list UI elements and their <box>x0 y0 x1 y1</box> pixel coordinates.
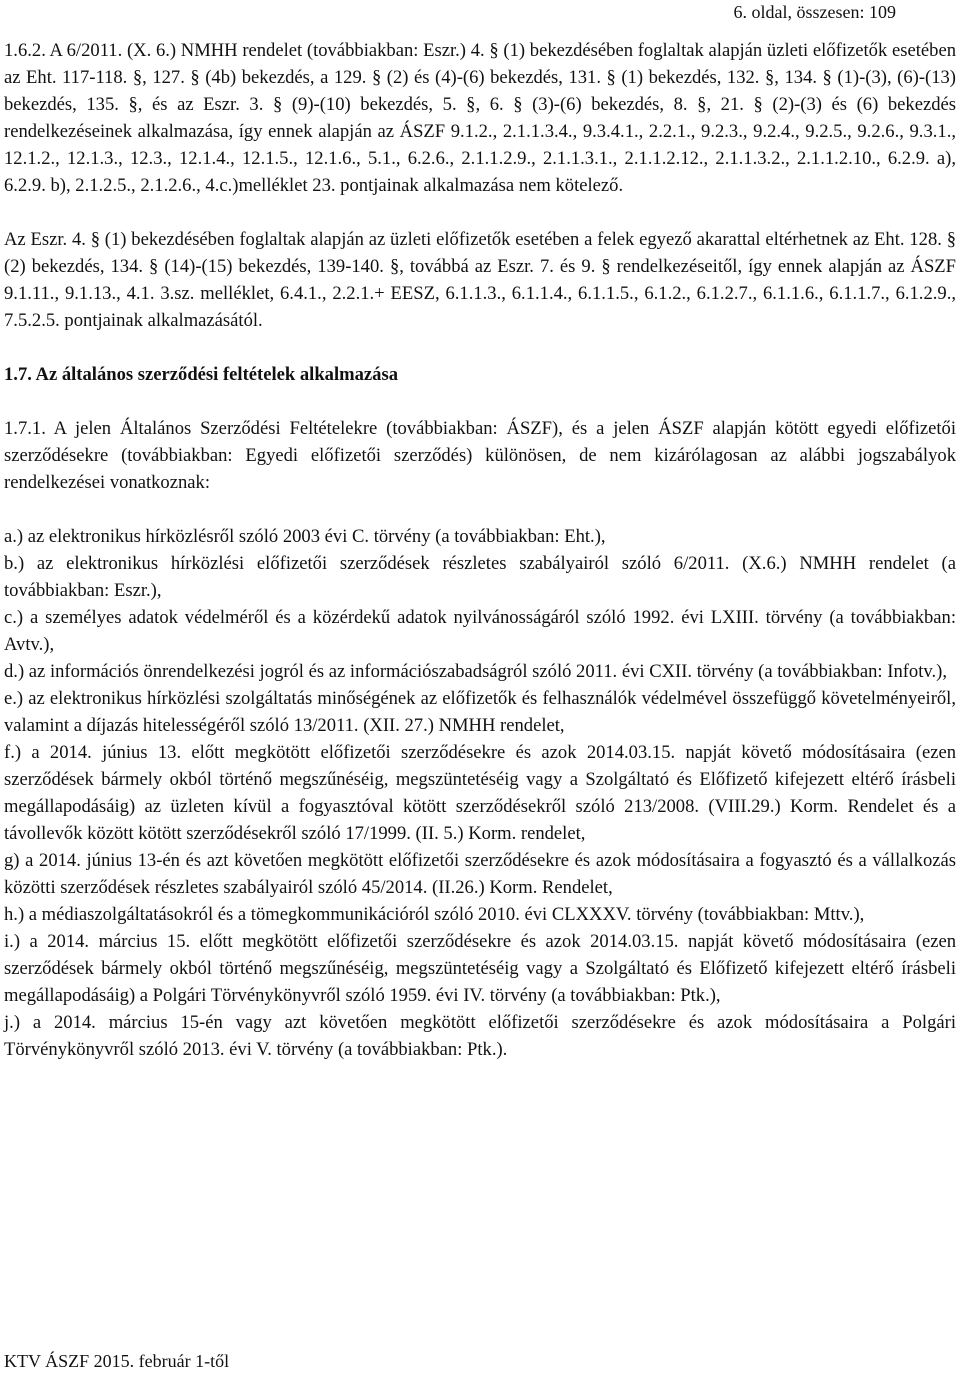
list-item: i.) a 2014. március 15. előtt megkötött előfizetői szerződésekre és azok 2014.03.15. napját követő módosításaira (ezen szerződések bármely okból történő megszűnéséig, megszüntetéséig vagy a Szolgáltató és Előfizető kifejezett eltérő írásbeli megállapodásáig) a Polgári Törvénykönyvről szóló 1959. évi IV. törvény (a továbbiakban: Ptk.), <box>4 931 956 1006</box>
list-item: d.) az információs önrendelkezési jogról és az információszabadságról szóló 2011. évi CXII. törvény (a továbbiakban: Infotv.), <box>4 661 947 682</box>
document-body <box>4 37 956 1063</box>
section-heading-1-7: 1.7. Az általános szerződési feltételek alkalmazása <box>4 364 399 385</box>
page-number-header: 6. oldal, összesen: 109 <box>733 2 896 22</box>
list-item: c.) a személyes adatok védelméről és a közérdekű adatok nyilvánosságáról szóló 1992. évi LXIII. törvény (a továbbiakban: Avtv.), <box>4 607 956 655</box>
list-item: a.) az elektronikus hírközlésről szóló 2003 évi C. törvény (a továbbiakban: Eht.), <box>4 526 606 547</box>
list-item: e.) az elektronikus hírközlési szolgáltatás minőségének az előfizetők és felhasználók védelmével összefüggő követelményeiről, valamint a díjazás hitelességéről szóló 13/2011. (XII. 27.) NMHH rendelet, <box>4 688 956 736</box>
paragraph-1-6-2: 1.6.2. A 6/2011. (X. 6.) NMHH rendelet (továbbiakban: Eszr.) 4. § (1) bekezdésében foglaltak alapján üzleti előfizetők esetében az Eht. 117-118. §, 127. § (4b) bekezdés, a 129. § (2) és (4)-(6) bekezdés, 131. § (1) bekezdés, 132. §, 134. § (1)-(3), (6)-(13) bekezdés, 135. §, és az Eszr. 3. § (9)-(10) bekezdés, 5. §, 6. § (3)-(6) bekezdés, 8. §, 21. § (2)-(3) és (6) bekezdés rendelkezéseinek alkalmazása, így ennek alapján az ÁSZF 9.1.2., 2.1.1.3.4., 9.3.4.1., 2.2.1., 9.2.3., 9.2.4., 9.2.5., 9.2.6., 9.3.1., 12.1.2., 12.1.3., 12.3., 12.1.4., 12.1.5., 12.1.6., 5.1., 6.2.6., 2.1.1.2.9., 2.1.1.3.1., 2.1.1.2.12., 2.1.1.3.2., 2.1.1.2.10., 6.2.9. a), 6.2.9. b), 2.1.2.5., 2.1.2.6., 4.c.)melléklet 23. pontjainak alkalmazása nem kötelező. <box>4 40 956 196</box>
list-item: f.) a 2014. június 13. előtt megkötött előfizetői szerződésekre és azok 2014.03.15. napját követő módosításaira (ezen szerződések bármely okból történő megszűnéséig, megszüntetéséig vagy a Szolgáltató és Előfizető kifejezett eltérő írásbeli megállapodásáig) az üzleten kívül a fogyasztóval kötött szerződésekről szóló 213/2008. (VIII.29.) Korm. Rendelet és a távollevők között kötött szerződésekről szóló 17/1999. (II. 5.) Korm. rendelet, <box>4 742 956 844</box>
paragraph-eszr-4: Az Eszr. 4. § (1) bekezdésében foglaltak alapján az üzleti előfizetők esetében a felek egyező akarattal eltérhetnek az Eht. 128. § (2) bekezdés, 134. § (14)-(15) bekezdés, 139-140. §, továbbá az Eszr. 7. és 9. § rendelkezéseitől, így ennek alapján az ÁSZF 9.1.11., 9.1.13., 4.1. 3.sz. melléklet, 6.4.1., 2.2.1.+ EESZ, 6.1.1.3., 6.1.1.4., 6.1.1.5., 6.1.2., 6.1.2.7., 6.1.1.6., 6.1.1.7., 6.1.2.9., 7.5.2.5. pontjainak alkalmazásától. <box>4 229 956 331</box>
list-item: g) a 2014. június 13-én és azt követően megkötött előfizetői szerződésekre és azok módosításaira a fogyasztó és a vállalkozás közötti szerződések részletes szabályairól szóló 45/2014. (II.26.) Korm. Rendelet, <box>4 850 956 898</box>
list-item: h.) a médiaszolgáltatásokról és a tömegkommunikációról szóló 2010. évi CLXXXV. törvény (továbbiakban: Mttv.), <box>4 904 865 925</box>
page-footer: KTV ÁSZF 2015. február 1-től <box>4 1351 230 1371</box>
list-item: b.) az elektronikus hírközlési előfizetői szerződések részletes szabályairól szóló 6/2011. (X.6.) NMHH rendelet (a továbbiakban: Eszr.), <box>4 553 956 601</box>
list-item: j.) a 2014. március 15-én vagy azt követően megkötött előfizetői szerződésekre és azok módosításaira a Polgári Törvénykönyvről szóló 2013. évi V. törvény (a továbbiakban: Ptk.). <box>4 1012 956 1060</box>
paragraph-1-7-1: 1.7.1. A jelen Általános Szerződési Feltételekre (továbbiakban: ÁSZF), és a jelen ÁSZF alapján kötött egyedi előfizetői szerződésekre (továbbiakban: Egyedi előfizetői szerződés) különösen, de nem kizárólagosan az alábbi jogszabályok rendelkezései vonatkoznak: <box>4 418 956 493</box>
legislation-list <box>4 523 956 1063</box>
